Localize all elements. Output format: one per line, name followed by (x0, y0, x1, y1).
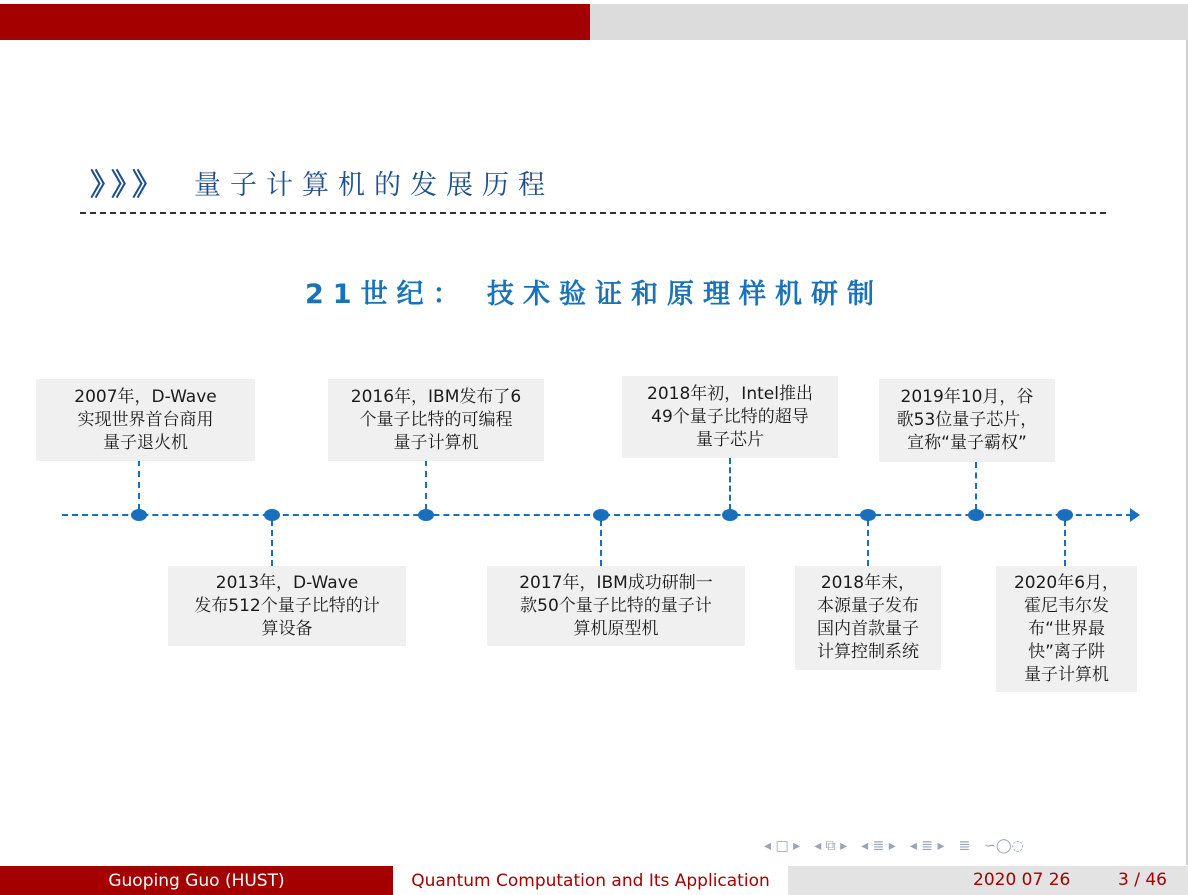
connector (271, 520, 273, 566)
slide-subtitle: 21世纪： 技术验证和原理样机研制 (305, 279, 883, 310)
section-title: 量子计算机的发展历程 (194, 169, 554, 201)
timeline-event (36, 379, 255, 461)
timeline-event (168, 566, 406, 646)
timeline-dot (860, 509, 876, 521)
timeline-event (996, 566, 1137, 692)
divider (80, 212, 1106, 214)
footer-author: Guoping Guo (HUST) (0, 866, 393, 895)
nav-toc-icon[interactable]: ≣ (958, 838, 971, 854)
timeline-dot (1057, 509, 1073, 521)
nav-search-icon[interactable]: ∽◯◌ (984, 838, 1024, 854)
connector (138, 460, 140, 510)
event-text: 2019年10月，谷 歌53位量子芯片， 宣称“量子霸权” (896, 387, 1038, 453)
connector (425, 460, 427, 510)
timeline-event (795, 566, 941, 670)
event-text: 2018年末， 本源量子发布 国内首款量子 计算控制系统 (817, 573, 919, 662)
event-text: 2017年，IBM成功研制一 款50个量子比特的量子计 算机原型机 (519, 572, 713, 639)
section-heading (90, 160, 554, 204)
connector (729, 458, 731, 510)
timeline-event (487, 566, 745, 646)
nav-document-icon[interactable]: ◂ ≣ ▸ (909, 838, 945, 854)
header-bar-right (590, 4, 1188, 40)
chevron-right-icon: 》》》 (90, 168, 168, 203)
footer-date: 2020 07 26 (973, 870, 1071, 890)
nav-subsection-icon[interactable]: ◂ ⧉ ▸ (814, 838, 848, 854)
connector (975, 462, 977, 510)
slide-navigation (764, 838, 1024, 854)
footer-page-number: 3 / 46 (1118, 870, 1167, 890)
connector (1064, 520, 1066, 566)
timeline-event (622, 376, 838, 458)
timeline-arrowhead (1130, 508, 1140, 522)
footer-meta (788, 866, 1188, 895)
timeline-dot (722, 509, 738, 521)
timeline-dot (131, 509, 147, 521)
nav-frame-icon[interactable]: ◂ □ ▸ (764, 838, 801, 854)
nav-section-icon[interactable]: ◂ ≣ ▸ (861, 838, 896, 854)
connector (600, 520, 602, 566)
timeline-dot (593, 509, 609, 521)
footer (0, 866, 1188, 895)
connector (867, 520, 869, 566)
timeline-event (328, 379, 544, 461)
event-text: 2013年，D-Wave 发布512个量子比特的计 算设备 (194, 572, 380, 639)
timeline-dot (418, 509, 434, 521)
event-text: 2018年初，Intel推出 49个量子比特的超导 量子芯片 (647, 383, 813, 450)
timeline-dot (968, 509, 984, 521)
timeline-event (879, 379, 1055, 462)
header-bar-left (0, 4, 590, 40)
event-text: 2020年6月， 霍尼韦尔发 布“世界最 快”离子阱 量子计算机 (1013, 572, 1120, 685)
timeline-dot (264, 509, 280, 521)
event-text: 2016年，IBM发布了6 个量子比特的可编程 量子计算机 (350, 386, 522, 453)
event-text: 2007年，D-Wave 实现世界首台商用 量子退火机 (74, 386, 217, 453)
footer-course: Quantum Computation and Its Application (393, 866, 788, 895)
